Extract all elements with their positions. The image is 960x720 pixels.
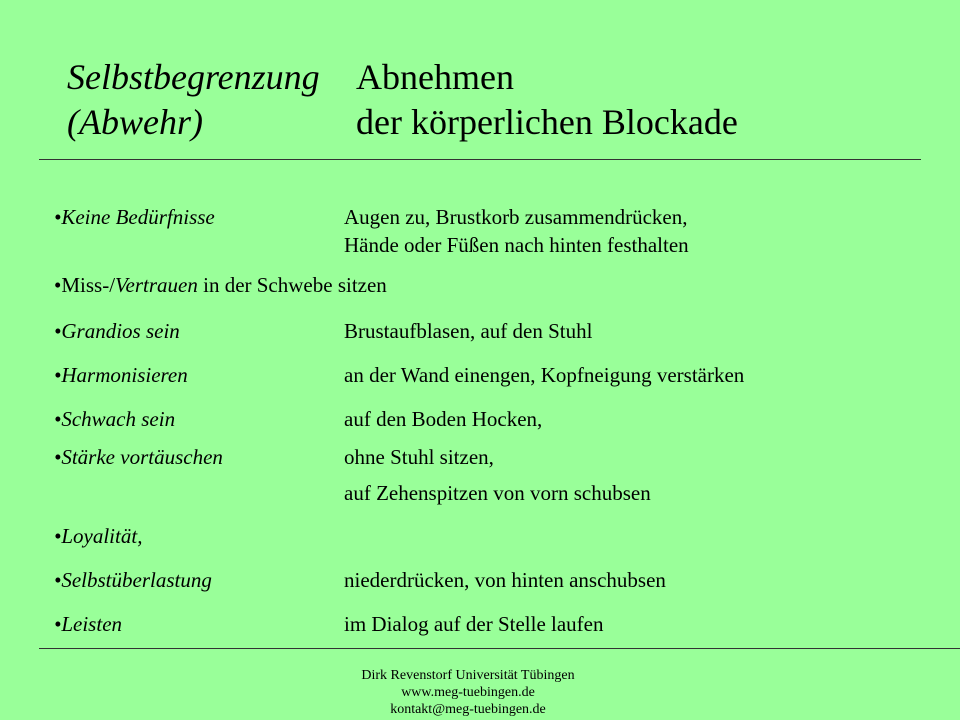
header-right-line1: Abnehmen (356, 57, 514, 97)
item-miss-vertrauen (54, 272, 387, 298)
item-miss-prefix: •Miss-/ (54, 273, 116, 297)
footer-divider (39, 648, 960, 649)
item-right-haende: Hände oder Füßen nach hinten festhalten (344, 233, 689, 257)
footer-author: Dirk Revenstorf Universität Tübingen (361, 668, 575, 683)
item-left-leisten: •Leisten (54, 612, 123, 636)
header-left-line1: Selbstbegrenzung (67, 57, 320, 97)
item-left-selbstueberlastung: •Selbstüberlastung (54, 568, 212, 592)
item-right-ohne-stuhl: ohne Stuhl sitzen, (344, 445, 494, 469)
item-right-wand: an der Wand einengen, Kopfneigung verstärken (344, 363, 745, 387)
item-right-brustaufblasen: Brustaufblasen, auf den Stuhl (344, 319, 593, 343)
item-right-boden: auf den Boden Hocken, (344, 407, 543, 431)
item-right-augen-zu: Augen zu, Brustkorb zusammendrücken, (344, 205, 688, 229)
item-left-harmonisieren: •Harmonisieren (54, 363, 188, 387)
item-schwebe: in der Schwebe sitzen (197, 273, 387, 297)
item-left-schwach: •Schwach sein (54, 407, 176, 431)
footer (0, 667, 936, 718)
item-left-grandios: •Grandios sein (54, 319, 180, 343)
footer-website: www.meg-tuebingen.de (401, 685, 535, 700)
header-divider (39, 159, 921, 160)
footer-email: kontakt@meg-tuebingen.de (390, 702, 546, 717)
item-right-dialog: im Dialog auf der Stelle laufen (344, 612, 604, 636)
item-left-keine-beduerfnisse: •Keine Bedürfnisse (54, 205, 215, 229)
item-right-zehenspitzen: auf Zehenspitzen von vorn schubsen (344, 481, 651, 505)
item-left-staerke: •Stärke vortäuschen (54, 445, 223, 469)
item-right-niederdruecken: niederdrücken, von hinten anschubsen (344, 568, 666, 592)
header-right-line2: der körperlichen Blockade (356, 102, 738, 142)
item-vertrauen: Vertrauen (115, 273, 198, 297)
item-left-loyalitaet: •Loyalität, (54, 524, 143, 548)
header-left-line2: (Abwehr) (67, 102, 203, 142)
